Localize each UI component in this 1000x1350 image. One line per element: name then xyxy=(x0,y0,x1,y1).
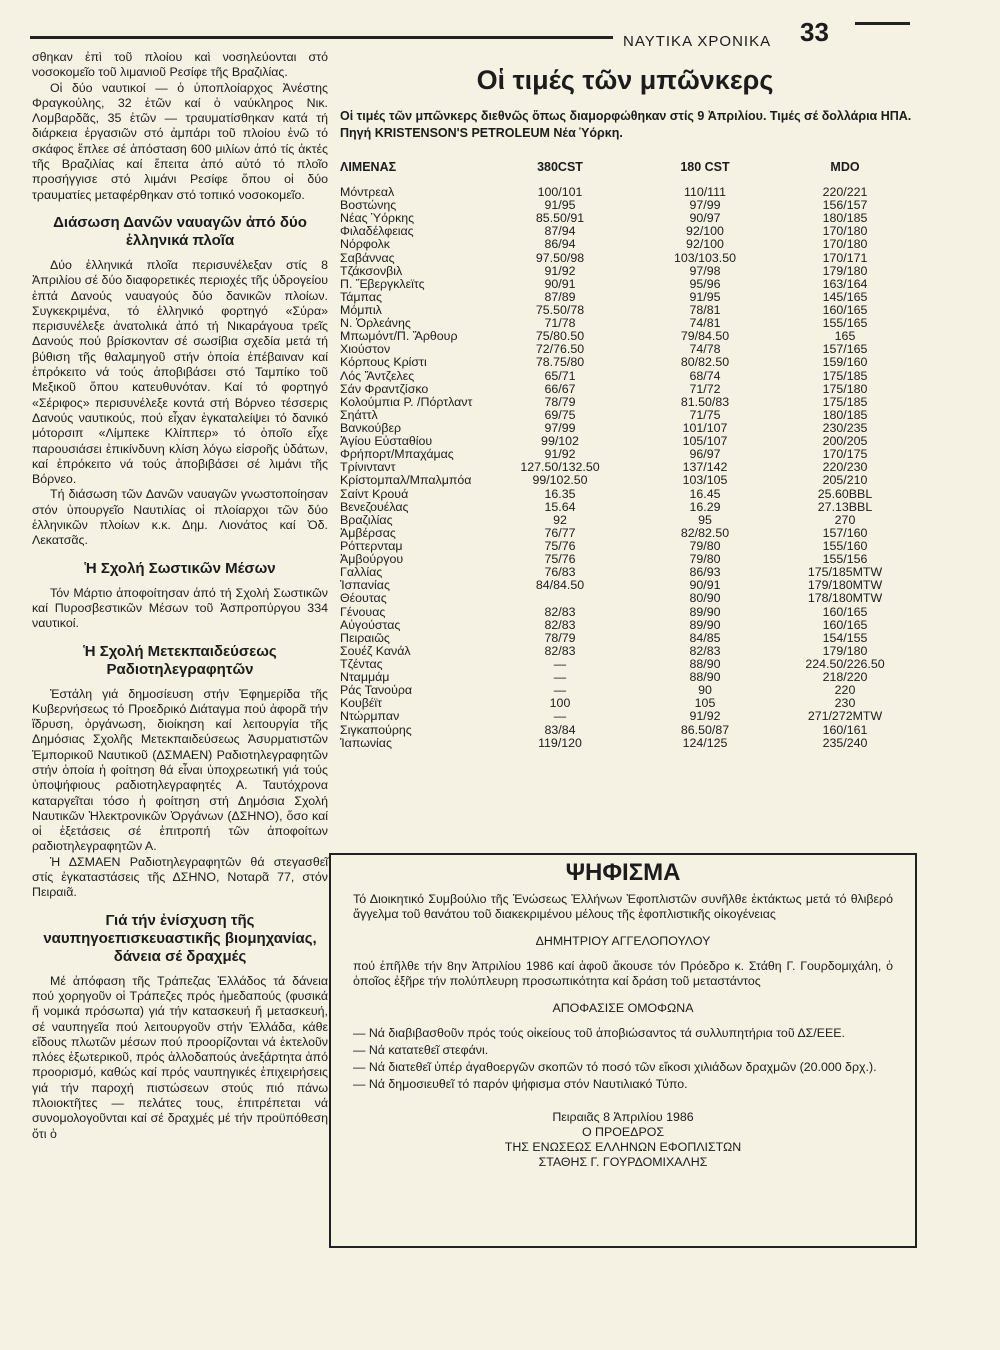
table-row xyxy=(340,553,915,566)
table-row xyxy=(340,697,915,710)
table-row xyxy=(340,540,915,553)
cell-c380: 75/76 xyxy=(544,539,576,553)
cell-c380: 99/102 xyxy=(541,434,579,449)
table-row xyxy=(340,658,915,671)
deceased-name: ΔΗΜΗΤΡΙΟΥ ΑΓΓΕΛΟΠΟΥΛΟΥ xyxy=(535,934,711,948)
resolution-item: — Νά κατατεθεῖ στεφάνι. xyxy=(353,1043,489,1057)
cell-c180: 81.50/83 xyxy=(680,394,730,409)
cell-mdo: 156/157 xyxy=(822,198,868,213)
cell-c380: 127.50/132.50 xyxy=(520,460,600,475)
cell-c180: 82/82.50 xyxy=(680,525,730,540)
cell-c180: 89/90 xyxy=(689,604,721,619)
cell-port: Βοστώνης xyxy=(340,198,397,213)
table-row xyxy=(340,579,915,592)
section-heading: Διάσωση Δανῶν ναυαγῶν ἀπό δύο ἑλληνικά πλοῖα xyxy=(53,213,307,249)
cell-c180: 89/90 xyxy=(689,617,721,632)
table-row xyxy=(340,488,915,501)
signature-date: Πειραιᾶς 8 Ἀπριλίου 1986 xyxy=(552,1110,694,1124)
decision-heading: ΑΠΟΦΑΣΙΣΕ ΟΜΟΦΩΝΑ xyxy=(552,1001,694,1015)
cell-mdo: 154/155 xyxy=(822,630,868,645)
cell-port: Βενεζουέλας xyxy=(340,499,409,514)
cell-port: Νέας Ὑόρκης xyxy=(340,211,415,226)
header-rule-left xyxy=(30,36,613,39)
table-row xyxy=(340,527,915,540)
column-header-mdo: MDO xyxy=(830,160,860,174)
cell-c180: 91/95 xyxy=(689,289,721,304)
cell-c380: 65/71 xyxy=(544,368,576,383)
cell-port: Βανκούβερ xyxy=(340,421,402,436)
cell-port: Γαλλίας xyxy=(340,565,383,580)
table-row xyxy=(340,186,915,199)
cell-c180: 88/90 xyxy=(689,670,721,685)
cell-c380 xyxy=(485,592,635,605)
cell-c180: 16.29 xyxy=(689,499,721,514)
cell-c380: 84/84.50 xyxy=(535,578,585,593)
cell-port: Ἰαπωνίας xyxy=(340,735,392,750)
cell-c180: 86.50/87 xyxy=(680,722,730,737)
cell-mdo: 170/180 xyxy=(822,224,868,239)
cell-port: Ράς Τανούρα xyxy=(340,683,413,698)
cell-c380: 75/76 xyxy=(544,552,576,567)
cell-mdo: 160/165 xyxy=(822,303,868,318)
cell-c180: 16.45 xyxy=(689,486,721,501)
cell-port: Τάμπας xyxy=(340,289,383,304)
cell-mdo: 179/180 xyxy=(822,263,868,278)
cell-mdo: 170/175 xyxy=(822,447,868,462)
resolution-title: ΨΗΦΙΣΜΑ xyxy=(565,859,681,886)
table-row xyxy=(340,435,915,448)
cell-port: Κρίστομπαλ/Μπαλμπόα xyxy=(340,473,472,488)
cell-c380: 75.50/78 xyxy=(535,303,585,318)
cell-mdo: 271/272MTW xyxy=(807,709,883,724)
cell-c380: 83/84 xyxy=(544,722,576,737)
paragraph: Τή διάσωση τῶν Δανῶν ναυαγῶν γνωστοποίησαν στόν ὑπουργεῖο Ναυτιλίας οἱ πλοίαρχοι τῶν δύο ἑλληνικῶν πλοίων κ.κ. Δημ. Λιονάτος καί Ὀδ. Λεκατσᾶς. xyxy=(32,487,328,548)
page-number: 33 xyxy=(800,17,829,47)
cell-port: Σαίντ Κρουά xyxy=(340,486,409,501)
prices-title: Οἱ τιμές τῶν μπῶνκερς xyxy=(476,65,774,95)
cell-c380: 97/99 xyxy=(544,421,576,436)
cell-c180: 79/80 xyxy=(689,552,721,567)
cell-c380: 90/91 xyxy=(544,276,576,291)
paragraph: Τόν Μάρτιο ἀποφοίτησαν ἀπό τή Σχολή Σωστικῶν καί Πυροσβεστικῶν Μέσων τοῦ Ἀσπροπύργου 334 ναυτικοί. xyxy=(32,585,328,631)
resolution-item: — Νά διαβιβασθοῦν πρός τούς οἰκείους τοῦ ἀποβιώσαντος τά συλλυπητήρια τοῦ ΔΣ/ΕΕΕ. xyxy=(353,1026,845,1040)
prices-table xyxy=(340,160,915,750)
signature-block xyxy=(353,1110,893,1170)
table-row xyxy=(340,671,915,684)
cell-c180: 74/78 xyxy=(689,342,721,357)
bunker-prices-section xyxy=(330,50,920,750)
table-row xyxy=(340,370,915,383)
cell-port: Φιλαδέλφειας xyxy=(340,224,414,239)
cell-port: Σηάττλ xyxy=(340,407,378,422)
cell-mdo: 230 xyxy=(834,696,856,711)
cell-mdo: 179/180MTW xyxy=(807,578,883,593)
cell-c180: 103/105 xyxy=(682,473,728,488)
cell-port: Μόμπιλ xyxy=(340,303,382,318)
cell-port: Αὐγούστας xyxy=(340,617,401,632)
cell-mdo: 180/185 xyxy=(822,407,868,422)
paragraph: Μέ ἀπόφαση τῆς Τράπεζας Ἑλλάδος τά δάνεια πού χορηγοῦν οἱ Τράπεζες πρός ἡμεδαπούς (φυσικά ἤ νομικά πρόσωπα) γιά τήν κατασκευή ἤ μετασκευή, σέ ναυπηγεῖα πού λειτουργοῦν στήν Ἑλλάδα, κάθε εἴδους πλωτῶν μέσων πού προορίζονται νά ἐκτελοῦν πλόες ἐξωτερικοῦ, πρός ἀλλοδαπούς ἀνεξάρτητα ἀπό προορισμό, καθώς καί πρός ναυπηγικές ἐπιχειρήσεις γιά τήν παροχή πιστώσεων στούς πιό πάνω πλοιοκτῆτες — πελάτες τους, ἐπιτρέπεται νά συνομολογοῦνται καί σέ δραχμές μέ τήν προϋπόθεση ὅτι ὁ xyxy=(32,973,328,1141)
table-row xyxy=(340,265,915,278)
table-row xyxy=(340,212,915,225)
cell-c380: — xyxy=(553,670,567,685)
column-header-180cst: 180 CST xyxy=(680,160,730,174)
table-row xyxy=(340,632,915,645)
prices-table-body xyxy=(340,186,915,750)
header-rule-right xyxy=(855,22,910,25)
cell-c180: 88/90 xyxy=(689,656,721,671)
section-heading: Γιά τήν ἐνίσχυση τῆς ναυπηγοεπισκευαστικῆς βιομηχανίας, δάνεια σέ δραχμές xyxy=(43,911,317,965)
cell-c180: 80/90 xyxy=(689,591,721,606)
table-row xyxy=(340,356,915,369)
table-row xyxy=(340,566,915,579)
cell-mdo: 200/205 xyxy=(822,434,868,449)
cell-mdo: 218/220 xyxy=(822,670,868,685)
paragraph: σθηκαν ἐπὶ τοῦ πλοίου καὶ νοσηλεύονται στό νοσοκομεῖο τοῦ λιμανιοῦ Ρεσίφε τῆς Βραζιλίας. xyxy=(32,50,328,80)
cell-port: Κολούμπια Ρ. /Πόρτλαντ xyxy=(340,394,473,409)
cell-c380: 86/94 xyxy=(544,237,576,252)
cell-mdo: 155/156 xyxy=(822,552,868,567)
cell-mdo: 160/161 xyxy=(822,722,868,737)
cell-mdo: 224.50/226.50 xyxy=(805,656,885,671)
cell-port: Τζέντας xyxy=(340,656,383,671)
cell-c180: 92/100 xyxy=(686,237,724,252)
table-row xyxy=(340,619,915,632)
cell-mdo: 270 xyxy=(834,512,856,527)
cell-port: Γένουας xyxy=(340,604,386,619)
table-row xyxy=(340,501,915,514)
cell-mdo: 235/240 xyxy=(822,735,868,750)
cell-c180: 86/93 xyxy=(689,565,721,580)
table-row xyxy=(340,592,915,605)
resolution-box xyxy=(329,853,917,1248)
cell-c180: 95/96 xyxy=(689,276,721,291)
cell-c380: 91/95 xyxy=(544,198,576,213)
cell-c180: 137/142 xyxy=(682,460,728,475)
cell-mdo: 205/210 xyxy=(822,473,868,488)
cell-c380: 15.64 xyxy=(544,499,576,514)
cell-mdo: 180/185 xyxy=(822,211,868,226)
cell-c380: 97.50/98 xyxy=(535,250,585,265)
cell-mdo: 27.13BBL xyxy=(817,499,873,514)
cell-mdo: 155/165 xyxy=(822,316,868,331)
cell-mdo: 25.60BBL xyxy=(817,486,873,501)
paragraph: Ἐστάλη γιά δημοσίευση στήν Ἐφημερίδα τῆς Κυβερνήσεως τό Προεδρικό Διάταγμα πού ἀφορᾶ τήν ἵδρυση, ὀργάνωση, διοίκηση καί λειτουργία τῆς Δημόσιας Σχολῆς Μετεκπαιδεύσεως Ἀσυρματιστῶν Ἐμπορικοῦ Ναυτικοῦ (ΔΣΜΑΕΝ) Ραδιοτηλεγραφητῶν στήν ὁποία ἡ φοίτηση θά εἶναι ὑποχρεωτική γιά τούς ὑποψήφιους ραδιοτηλεγραφητές Α. Ταυτόχρονα καταργεῖται τόσο ἡ φοίτηση στή Δημόσια Σχολή Ναυτικῶν Ἠλεκτρονικῶν Ὀργάνων (ΔΣΗΝΟ), ὅσο καί οἱ ἐξετάσεις σέ ἐπιτροπή τῶν ἀποφοίτων ραδιοτηλεγραφητῶν Α. xyxy=(32,686,328,854)
cell-port: Σουέζ Κανάλ xyxy=(340,643,411,658)
paragraph: Οἱ δύο ναυτικοί — ὁ ὑποπλοίαρχος Ἀνέστης Φραγκούλης, 32 ἐτῶν καί ὁ ναύκληρος Νικ. Λομβαρδᾶς, 35 ἐτῶν — τραυματίσθηκαν κατά τή διάρκεια ἐργασιῶν στό ἀμπάρι τοῦ πλοίου ἐνῶ τό σκάφος ἔπλεε σέ ἀπόσταση 600 μιλίων ἀπό τίς ἀκτές τῆς Βραζιλίας καί ἔπειτα ἀπό αὐτό τό πλοῖο προσήγγισε στό λιμάνι Ρεσίφε ὅπου οἱ δύο τραυματίες μεταφέρθηκαν στό τοπικό νοσοκομεῖο. xyxy=(32,80,328,202)
table-row xyxy=(340,723,915,736)
cell-port: Ἀμβούργου xyxy=(340,552,404,567)
table-row xyxy=(340,225,915,238)
cell-port: Ντώρμπαν xyxy=(340,709,400,724)
paragraph: Ἡ ΔΣΜΑΕΝ Ραδιοτηλεγραφητῶν θά στεγασθεῖ στίς ἐγκαταστάσεις τῆς ΔΣΗΝΟ, Νοταρᾶ 77, στόν Πειραιᾶ. xyxy=(32,854,328,900)
cell-c380: — xyxy=(553,656,567,671)
cell-c180: 79/80 xyxy=(689,539,721,553)
cell-c180: 74/81 xyxy=(689,316,721,331)
cell-c180: 97/99 xyxy=(689,198,721,213)
cell-c180: 124/125 xyxy=(682,735,728,750)
table-row xyxy=(340,710,915,723)
resolution-items xyxy=(353,1026,893,1092)
cell-c380: 87/94 xyxy=(544,224,576,239)
section-heading: Ἡ Σχολή Σωστικῶν Μέσων xyxy=(84,559,276,577)
resolution-item: — Νά δημοσιευθεῖ τό παρόν ψήφισμα στόν Ναυτιλιακό Τύπο. xyxy=(353,1077,688,1091)
cell-c380: 66/67 xyxy=(544,381,576,396)
cell-mdo: 175/185 xyxy=(822,368,868,383)
cell-mdo: 175/185 xyxy=(822,394,868,409)
cell-c180: 90/91 xyxy=(689,578,721,593)
cell-c380: 75/80.50 xyxy=(535,329,585,344)
cell-c180: 78/81 xyxy=(689,303,721,318)
column-header-380cst: 380CST xyxy=(537,160,583,174)
table-row xyxy=(340,278,915,291)
cell-c380: 82/83 xyxy=(544,643,576,658)
cell-c180: 103/103.50 xyxy=(673,250,736,265)
cell-port: Π. Ἔβεργκλεϊτς xyxy=(340,276,425,291)
cell-c180: 91/92 xyxy=(689,709,721,724)
cell-c180: 80/82.50 xyxy=(680,355,730,370)
cell-port: Τζάκσονβιλ xyxy=(340,263,403,278)
cell-c180: 68/74 xyxy=(689,368,721,383)
column-header-port: ΛΙΜΕΝΑΣ xyxy=(340,160,397,174)
cell-mdo: 220/230 xyxy=(822,460,868,475)
table-row xyxy=(340,317,915,330)
cell-port: Τρίνινταντ xyxy=(340,460,396,475)
cell-mdo: 220 xyxy=(834,683,856,698)
cell-c380: 85.50/91 xyxy=(535,211,585,226)
cell-port: Φρήπορτ/Μπαχάμας xyxy=(340,447,454,462)
cell-port: Σαβάννας xyxy=(340,250,395,265)
magazine-title: ΝΑΥΤΙΚΑ ΧΡΟΝΙΚΑ xyxy=(623,33,772,50)
resolution-paragraph: πού ἐπῆλθε τήν 8ην Ἀπριλίου 1986 καί ἀφοῦ ἄκουσε τόν Πρόεδρο κ. Στάθη Γ. Γουρδομιχάλη, ὁ ὁποῖος ἐξῆρε τήν πολύπλευρη προσωπικότητα καί δράση τοῦ μεταστάντος xyxy=(353,959,893,988)
cell-c380: 92 xyxy=(553,512,567,527)
cell-mdo: 178/180MTW xyxy=(807,591,883,606)
cell-c380: 78.75/80 xyxy=(535,355,585,370)
cell-c380: 78/79 xyxy=(544,630,576,645)
cell-port: Ἀμβέρσας xyxy=(340,525,396,540)
cell-mdo: 175/180 xyxy=(822,381,868,396)
cell-port: Θέουτας xyxy=(340,591,387,606)
cell-c380: — xyxy=(553,683,567,698)
cell-port: Πειραιῶς xyxy=(340,630,390,645)
cell-c380: 91/92 xyxy=(544,263,576,278)
signature-name: ΣΤΑΘΗΣ Γ. ΓΟΥΡΔΟΜΙΧΑΛΗΣ xyxy=(538,1155,708,1169)
cell-c380: 99/102.50 xyxy=(532,473,588,488)
resolution-item: — Νά διατεθεῖ ὑπέρ ἀγαθοεργῶν σκοπῶν τό ποσό τῶν εἴκοσι χιλιάδων δραχμῶν (20.000 δρχ.). xyxy=(353,1060,877,1074)
cell-c180: 110/111 xyxy=(683,185,727,200)
signature-org: ΤΗΣ ΕΝΩΣΕΩΣ ΕΛΛΗΝΩΝ ΕΦΟΠΛΙΣΤΩΝ xyxy=(504,1140,742,1154)
cell-c380: 71/78 xyxy=(544,316,576,331)
table-row xyxy=(340,383,915,396)
cell-mdo: 157/165 xyxy=(822,342,868,357)
cell-port: Ἁγίου Εὐσταθίου xyxy=(340,434,433,449)
cell-port: Λός Ἄντζελες xyxy=(340,368,415,383)
table-header-row xyxy=(340,160,915,186)
cell-c380: 91/92 xyxy=(544,447,576,462)
cell-c180: 92/100 xyxy=(686,224,724,239)
resolution-intro: Τό Διοικητικό Συμβούλιο τῆς Ἑνώσεως Ἑλλήνων Ἐφοπλιστῶν συνῆλθε ἐκτάκτως μετά τό θλιβερό ἄγγελμα τοῦ θανάτου τοῦ διακεκριμένου μέλους τῆς ἐφοπλιστικῆς οἰκογένειας xyxy=(353,892,893,921)
cell-c380: 78/79 xyxy=(544,394,576,409)
signature-role: Ο ΠΡΟΕΔΡΟΣ xyxy=(581,1125,665,1139)
cell-mdo: 155/160 xyxy=(822,539,868,553)
cell-port: Χιούστον xyxy=(340,342,391,357)
cell-port: Κουβέϊτ xyxy=(340,696,383,711)
cell-mdo: 159/160 xyxy=(822,355,868,370)
table-row xyxy=(340,514,915,527)
prices-intro: Οἱ τιμές τῶν μπῶνκερς διεθνῶς ὅπως διαμορφώθηκαν στίς 9 Ἀπριλίου. Τιμές σέ δολλάρια ΗΠΑ. Πηγή KRISTENSON'S PETROLEUM Νέα Ὑόρκη. xyxy=(340,109,912,140)
cell-c380: 100/101 xyxy=(537,185,583,200)
table-row xyxy=(340,252,915,265)
table-row xyxy=(340,343,915,356)
table-row xyxy=(340,199,915,212)
cell-port: Κόρπους Κρίστι xyxy=(340,355,427,370)
cell-c380: 76/83 xyxy=(544,565,576,580)
cell-c180: 79/84.50 xyxy=(680,329,730,344)
cell-mdo: 163/164 xyxy=(822,276,868,291)
cell-port: Μπωμόντ/Π. Ἄρθουρ xyxy=(340,329,458,344)
table-row xyxy=(340,461,915,474)
cell-c380: 87/89 xyxy=(544,289,576,304)
table-row xyxy=(340,422,915,435)
cell-c380: 119/120 xyxy=(538,735,582,750)
cell-c180: 90 xyxy=(698,683,712,698)
cell-port: Νόρφολκ xyxy=(340,237,390,252)
cell-c380: 69/75 xyxy=(544,407,576,422)
cell-c380: 16.35 xyxy=(544,486,576,501)
table-row xyxy=(340,645,915,658)
cell-port: Σιγκαπούρης xyxy=(340,722,412,737)
cell-c380: 82/83 xyxy=(544,604,576,619)
cell-mdo: 170/180 xyxy=(822,237,868,252)
cell-mdo: 175/185MTW xyxy=(807,565,883,580)
cell-c180: 95 xyxy=(698,512,712,527)
table-row xyxy=(340,684,915,697)
table-row xyxy=(340,737,915,750)
cell-c180: 82/83 xyxy=(689,643,721,658)
cell-mdo: 160/165 xyxy=(822,617,868,632)
table-row xyxy=(340,330,915,343)
cell-c180: 96/97 xyxy=(689,447,721,462)
table-row xyxy=(340,409,915,422)
cell-mdo: 179/180 xyxy=(822,643,868,658)
cell-c180: 101/107 xyxy=(682,421,728,436)
cell-mdo: 230/235 xyxy=(822,421,868,436)
table-row xyxy=(340,606,915,619)
cell-c180: 84/85 xyxy=(689,630,721,645)
cell-port: Ἰσπανίας xyxy=(340,578,390,593)
cell-mdo: 170/171 xyxy=(822,250,868,265)
table-row xyxy=(340,304,915,317)
cell-c380: 82/83 xyxy=(544,617,576,632)
cell-port: Ρόττερνταμ xyxy=(340,539,403,553)
cell-port: Βραζιλίας xyxy=(340,512,393,527)
cell-c180: 105 xyxy=(694,696,716,711)
cell-port: Ν. Ὀρλεάνης xyxy=(340,316,411,331)
section-heading: Ἡ Σχολή Μετεκπαιδεύσεως Ραδιοτηλεγραφητῶν xyxy=(83,642,277,678)
table-row xyxy=(340,474,915,487)
cell-c380: — xyxy=(553,709,567,724)
table-row xyxy=(340,448,915,461)
table-row xyxy=(340,396,915,409)
cell-port: Σάν Φραντζίσκο xyxy=(340,381,429,396)
cell-port: Νταμμάμ xyxy=(340,670,390,685)
cell-mdo: 220/221 xyxy=(822,185,868,200)
table-row xyxy=(340,238,915,251)
cell-c180: 71/75 xyxy=(689,407,721,422)
cell-c180: 71/72 xyxy=(689,381,721,396)
cell-mdo: 165 xyxy=(834,329,856,344)
left-column xyxy=(32,50,328,1142)
cell-c380: 76/77 xyxy=(544,525,576,540)
cell-c380: 100 xyxy=(549,696,571,711)
cell-port: Μόντρεαλ xyxy=(340,185,395,200)
cell-mdo: 157/160 xyxy=(822,525,868,540)
table-row xyxy=(340,291,915,304)
cell-mdo: 160/165 xyxy=(822,604,868,619)
cell-c180: 105/107 xyxy=(682,434,728,449)
paragraph: Δύο ἑλληνικά πλοῖα περισυνέλεξαν στίς 8 Ἀπριλίου σέ δύο διαφορετικές περιοχές τῆς ὑδρογείου ἑπτά Δανούς ναυαγούς δύο δανικῶν πλοίων. Συγκεκριμένα, τό ἑλληνικό φορτηγό «Σύρα» περισυνέλεξε ἀνατολικά ἀπό τή Νικαράγουα τρεῖς Δανούς πού βρίσκονταν σέ σωσίβια σχεδία μετά τή βύθιση τῆς θαλαμηγοῦ στήν ὁποία ἐπέβαιναν καί ἐπρόκειτο νά τούς ἀποβιβάσει στό Ταμπίκο τοῦ Μεξικοῦ ὅπου κατευθυνόταν. Καί τό φορτηγό «Σέριφος» περισυνέλεξε κοντά στή Βόρνεο τέσσερις Δανούς ναυτικούς, πού εἶχαν ἐγκαταλείψει τό δανικό μότορσιπ «Λίμπεκε Κλίππερ» τό ὁποῖο εἶχε παρουσιάσει ἐπικίνδυνη κλίση λόγω εἰσροῆς ὑδάτων, καί ἐπρόκειτο νά τούς ἀποβιβάσει σέ λιμάνι τῆς Βόρνεο. xyxy=(32,257,328,487)
cell-c180: 97/98 xyxy=(689,263,721,278)
cell-c380: 72/76.50 xyxy=(535,342,585,357)
cell-c180: 90/97 xyxy=(689,211,721,226)
cell-mdo: 145/165 xyxy=(822,289,868,304)
